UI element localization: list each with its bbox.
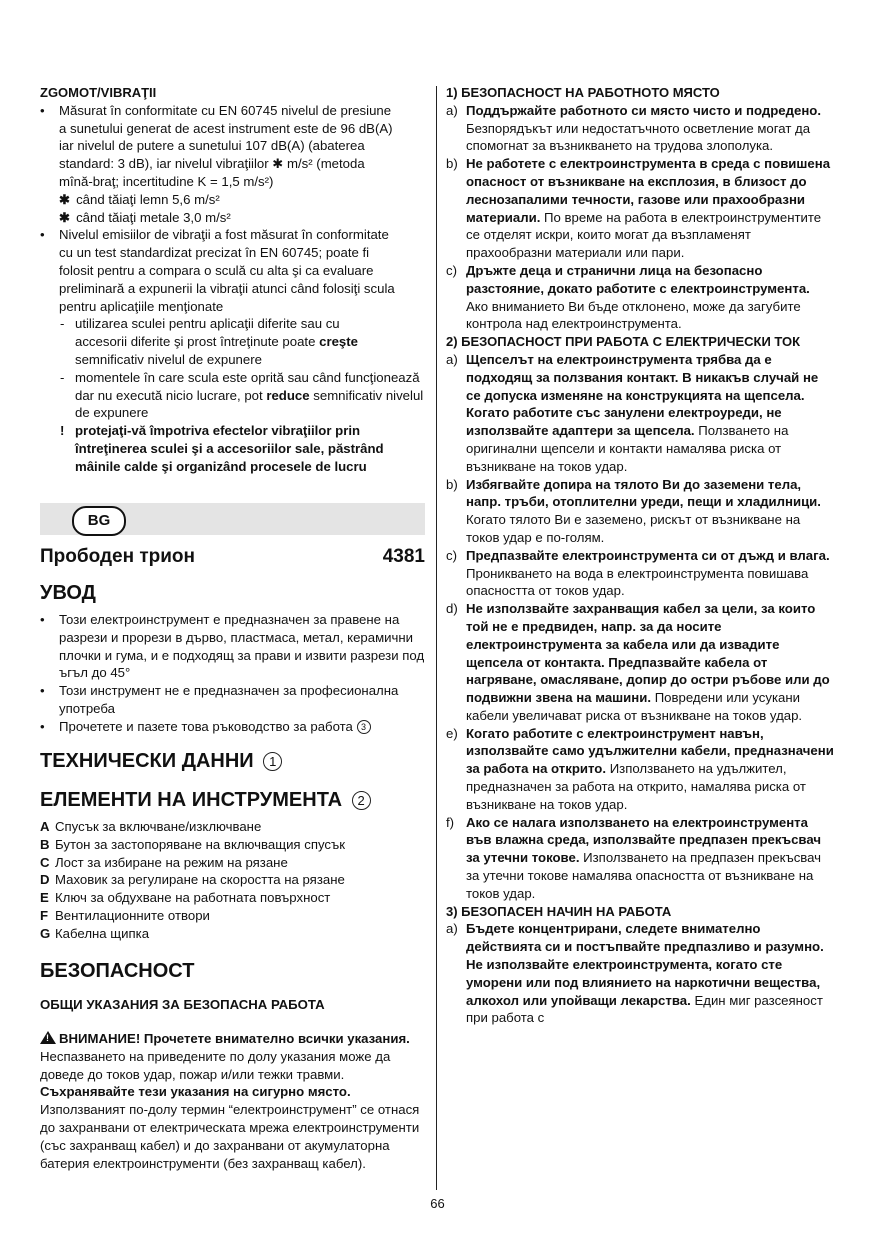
list-item: • Прочетете и пазете това ръководство за работа 3: [40, 718, 428, 736]
warning-icon: !: [40, 1031, 56, 1044]
ref-circle: 1: [263, 752, 282, 771]
list-item: f) Ако се налага използването на електроинструмента във влажна среда, използвайте предпазен прекъсвач за утечни токове. Използването на предпазен прекъсвач за утечни токове намалява опасността от възникване на токов удар.: [446, 814, 822, 901]
list-item: D Маховик за регулиране на скоростта на рязане: [40, 872, 345, 888]
list-item: c) Предпазвайте електроинструмента си от дъжд и влага. Проникването на вода в електроинструмента повишава опасността от токов удар.: [446, 547, 830, 599]
list-item: • Този електроинструмент е предназначен за правене на разрези и прорези в дърво, пластмаса, метал, керамични плочки и гума, и е подходящ за прави и извити разрези под ъгъл до 45°: [40, 612, 425, 681]
section-heading: 1) БЕЗОПАСНОСТ НА РАБОТНОТО МЯСТО: [446, 85, 720, 100]
safety-warning: ! ВНИМАНИЕ! Прочетете внимателно всички указания. Неспазването на приведените по долу указания може да доведе до токов удар, пожар и/или тежки травми. Съхранявайте тези указания на сигурно място. Използваният по-долу термин “електроинструмент” се отнася до захранвани от електрическата мрежа електроинструменти (със захранващ кабел) и до захранвани от акумулаторна батерия електроинструменти (без захранващ кабел).: [40, 1031, 420, 1171]
noise-vibration-heading: ZGOMOT/VIBRAŢII: [40, 85, 157, 100]
list-item: B Бутон за застопоряване на включващия спусък: [40, 836, 346, 852]
list-item: a) Поддържайте работното си място чисто и подредено. Безпорядъкът или недостатъчното осветление могат да спомогнат за възникването на трудова злополука.: [446, 102, 822, 154]
list-item: a) Щепселът на електроинструмента трябва да е подходящ за ползвания контакт. В никакъв случай не се допуска изменяне на конструкцията на щепсела. Когато работите със занулени електроуреди, не използвайте адаптери за щепсела. Ползването на оригинални щепсели и контакти намалява риска от възникване на токов удар.: [446, 351, 819, 474]
list-item: e) Когато работите с електроинструмент навън, използвайте само удължителни кабели, предназначени за работа на открито. Използването на удължител, предназначен за работа на открито, намалява риска от възникване на токов удар.: [446, 725, 834, 812]
language-band: [40, 503, 425, 535]
star-line: ✱ când tăiaţi lemn 5,6 m/s²: [59, 191, 220, 207]
star-line: ✱ când tăiaţi metale 3,0 m/s²: [59, 209, 231, 225]
intro-list: [40, 611, 428, 736]
product-name: Прободен трион: [40, 546, 196, 567]
section-heading: 3) БЕЗОПАСЕН НАЧИН НА РАБОТА: [446, 903, 672, 919]
dash-item: - momentele în care scula este oprită sau când funcţionează dar nu execută nicio lucrare, pot reduce semnificativ nivelul de expunere: [60, 369, 424, 421]
language-badge: BG: [72, 506, 126, 536]
column-divider: [436, 86, 437, 1190]
list-item: G Кабелна щипка: [40, 925, 150, 941]
list-item: C Лост за избиране на режим на рязане: [40, 854, 288, 870]
safety-subheading: ОБЩИ УКАЗАНИЯ ЗА БЕЗОПАСНА РАБОТА: [40, 997, 325, 1012]
exclamation-item: ! protejaţi-vă împotriva efectelor vibraţiilor prin întreţinerea sculei şi a accesoriilor sale, păstrând mâinile calde şi organizând procesele de lucru: [60, 423, 384, 474]
elements-heading: ЕЛЕМЕНТИ НА ИНСТРУМЕНТА 2: [40, 789, 371, 812]
ref-circle: 3: [357, 720, 371, 734]
list-item: E Ключ за обдухване на работната повърхност: [40, 890, 331, 906]
product-title-row: [40, 546, 425, 568]
list-item: A Спусък за включване/изключване: [40, 819, 262, 834]
list-item: • Този инструмент не е предназначен за професионална употреба: [40, 683, 399, 716]
list-item: F Вентилационните отвори: [40, 907, 210, 923]
elements-list: [40, 818, 428, 943]
left-column-top: [40, 84, 428, 476]
list-item: c) Дръжте деца и странични лица на безопасно разстояние, докато работите с електроинструмента. Ако вниманието Ви бъде отклонено, може да загубите контрола над електроинструмента.: [446, 262, 810, 332]
product-model: 4381: [382, 546, 425, 567]
page-number: 66: [430, 1196, 445, 1211]
list-item: • Măsurat în conformitate cu EN 60745 nivelul de presiune a sunetului generat de acest instrument este de 96 dB(A) iar nivelul de putere a sunetului 107 dB(A) (abaterea standard: 3 dB), iar nivelul vibraţiilor ✱ m/s² (metoda mînă-braţ; incertitudine K = 1,5 m/s²) ✱ când tăiaţi lemn 5,6 m/s² ✱ când tăiaţi metale 3,0 m/s²: [40, 102, 428, 227]
list-item: d) Не използвайте захранващия кабел за цели, за които той не е предвиден, напр. за да носите електроинструмента за кабела или да извадите щепсела от контакта. Предпазвайте кабела от нагряване, омасляване, допир до остри ръбове или до подвижни звена на машини. Повредени или усукани кабели увеличават риска от възникване на токов удар.: [446, 601, 830, 723]
list-item: a) Бъдете концентрирани, следете внимателно действията си и постъпвайте предпазливо и разумно. Не използвайте електроинструмента, когато сте уморени или под влиянието на наркотични вещества, алкохол или упойващи лекарства. Един миг разсеяност при работа с: [446, 921, 824, 1026]
section-heading: 2) БЕЗОПАСНОСТ ПРИ РАБОТА С ЕЛЕКТРИЧЕСКИ ТОК: [446, 334, 801, 350]
dash-item: - utilizarea sculei pentru aplicaţii diferite sau cu accesorii diferite şi prost întreţinute poate creşte semnificativ nivelul de expunere: [60, 316, 358, 367]
ref-circle: 2: [352, 791, 371, 810]
safety-heading: БЕЗОПАСНОСТ: [40, 960, 195, 982]
list-item: b) Не работете с електроинструмента в среда с повишена опасност от възникване на експлозия, в близост до леснозапалими течности, газове или прахообразни материали. По време на работа в електроинструментите се отделят искри, които могат да възпламенят прахообразни материали или пари.: [446, 156, 831, 261]
list-item: b) Избягвайте допира на тялото Ви до заземени тела, напр. тръби, отоплителни уреди, пещи и хладилници. Когато тялото Ви е заземено, рискът от възникване на токов удар е по-голям.: [446, 476, 821, 545]
list-item: • Nivelul emisiilor de vibraţii a fost măsurat în conformitate cu un test standardizat precizat în EN 60745; poate fi folosit pentru a compara o sculă cu alta şi ca evaluare preliminară a expunerii la vibraţii atunci când folosiţi scula pentru aplicaţiile menţionate: [40, 227, 395, 314]
tech-heading: ТЕХНИЧЕСКИ ДАННИ 1: [40, 750, 282, 773]
right-column: [446, 84, 834, 1027]
intro-heading: УВОД: [40, 582, 96, 604]
